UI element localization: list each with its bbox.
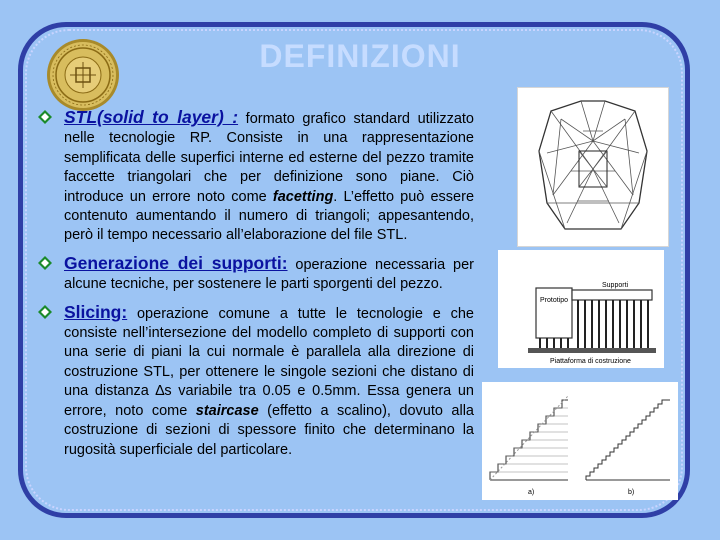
definition-body: formato grafico standard utilizzato nelle tecnologie RP. Consiste in una rappresentazione semplificata delle superfici interne ed esterne del pezzo tramite faccette triangolari che per definizione sono piane. Ciò introduce un errore noto come [64, 111, 474, 205]
supports-figure [498, 250, 664, 368]
definitions-list [34, 108, 474, 468]
supports-label: Supporti [602, 282, 629, 289]
right-label: b) [628, 489, 635, 496]
definition-supports [34, 254, 474, 295]
build-platform [528, 348, 656, 353]
diamond-bullet-icon [38, 305, 52, 319]
definition-heading: Generazione dei supporti: [64, 252, 288, 273]
definition-tail: . L’effetto può essere contenuto aumentando il numero di triangoli; appesantendo, però il tempo necessario all’elaborazione del file STL. [64, 188, 475, 244]
definition-term: staircase [195, 402, 259, 419]
staircase-figure [482, 382, 678, 500]
definition-stl [34, 108, 474, 246]
definition-heading: Slicing: [64, 301, 128, 322]
left-label: a) [528, 489, 535, 496]
stl-mesh-drawing [521, 91, 665, 243]
definition-term: facetting [272, 188, 334, 205]
slide-title: DEFINIZIONI [259, 38, 461, 74]
definition-tail: (effetto a scalino), dovuto alla costruzione di sezioni di spessore finito che determinano la rugosità superficiale del particolare. [64, 402, 474, 458]
stl-mesh-figure [518, 88, 668, 246]
platform-label: Piattaforma di costruzione [550, 358, 631, 365]
part-overhang [572, 290, 652, 300]
diamond-bullet-icon [38, 110, 52, 124]
definition-body: operazione comune a tutte le tecnologie e che consiste nell’intersezione del modello completo di supporti con una serie di piani la cui normale è parallela alla direzione di costruzione STL, per ottenere le singole sezioni che distano di una distanza ∆s variabile tra 0.05 e 0.5mm. Essa genera un errore, noto come [64, 305, 474, 419]
diamond-bullet-icon [38, 256, 52, 270]
definition-heading: STL(solid to layer) : [64, 107, 239, 127]
definition-slicing [34, 303, 474, 460]
definition-body: operazione necessaria per alcune tecniche, per sostenere le parti sporgenti del pezzo. [64, 256, 474, 293]
part-block [536, 288, 572, 338]
part-label: Prototipo [540, 297, 569, 304]
